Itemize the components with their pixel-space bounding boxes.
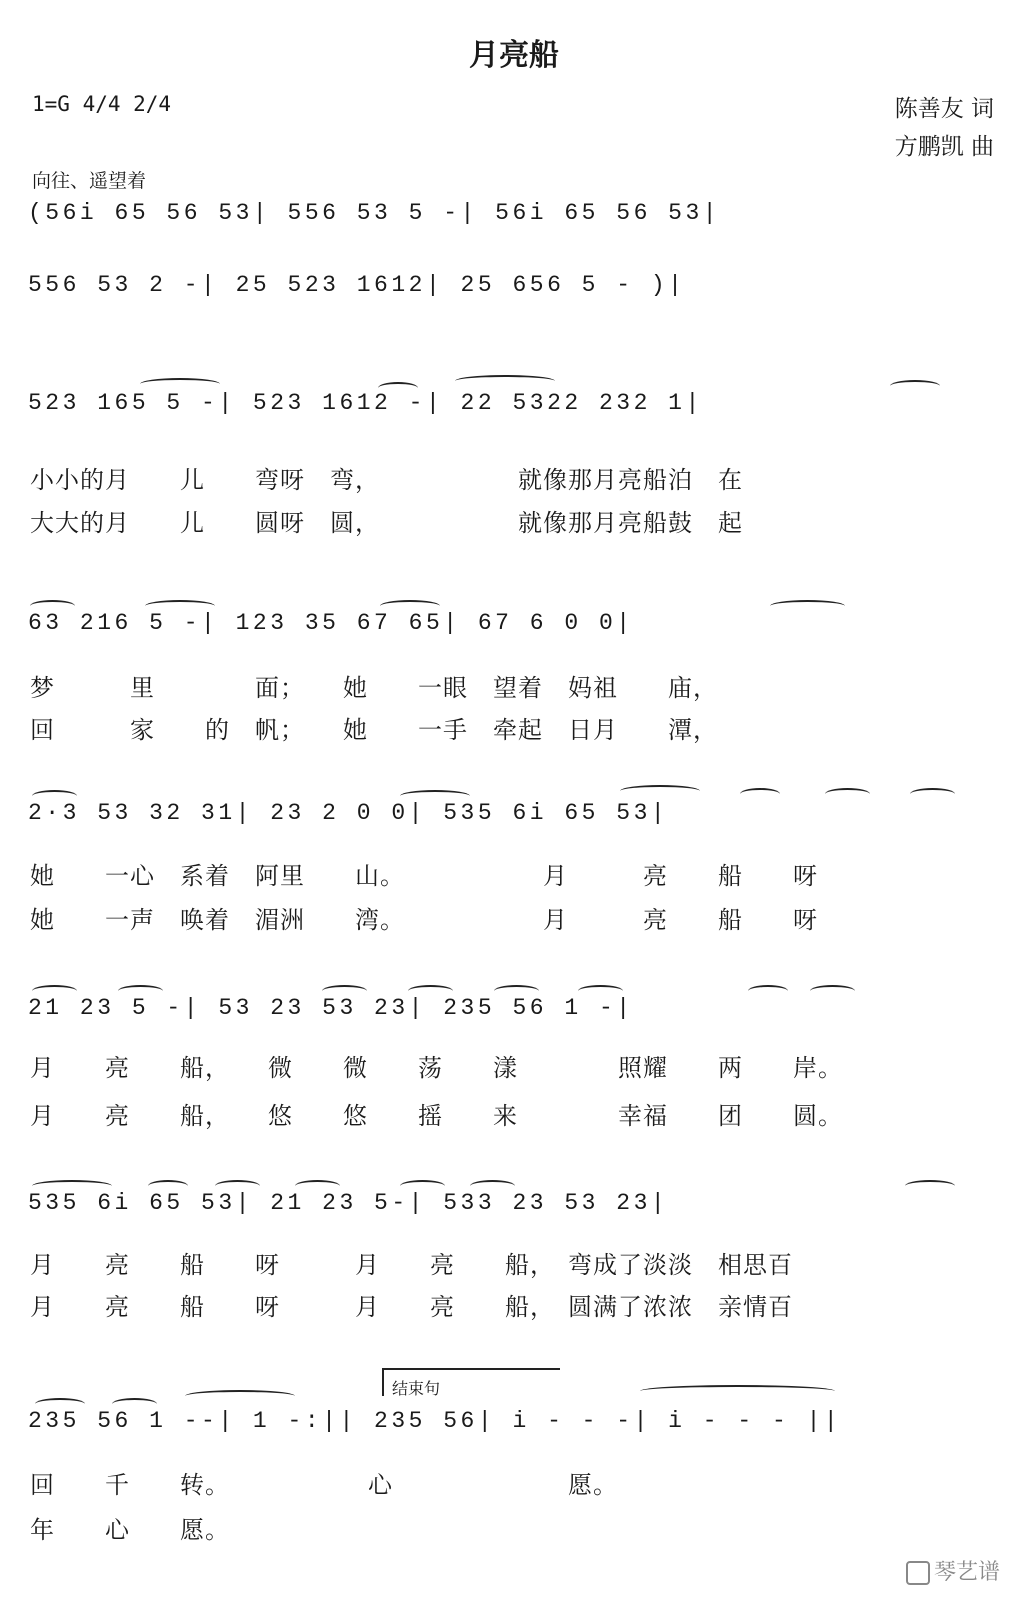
lyric-line: 回 家 的 帆； 她 一手 牵起 日月 潭， bbox=[30, 716, 718, 744]
composer-credit: 方鹏凯 曲 bbox=[894, 134, 994, 160]
slur-mark bbox=[748, 985, 788, 997]
slur-mark bbox=[185, 1390, 295, 1402]
tempo-marking: 向往、遥望着 bbox=[32, 170, 147, 192]
slur-mark bbox=[905, 1180, 955, 1192]
music-line-5: 2·3 53 32 31| 23 2 0 0| 535 6i 65 53| bbox=[28, 800, 669, 826]
slur-mark bbox=[380, 600, 440, 612]
slur-mark bbox=[770, 600, 845, 612]
lyric-line: 她 一心 系着 阿里 山。 月 亮 船 呀 bbox=[30, 862, 818, 890]
watermark-logo bbox=[906, 1555, 1000, 1586]
lyric-line: 回 千 转。 心 愿。 bbox=[30, 1471, 618, 1499]
slur-mark bbox=[322, 985, 367, 997]
logo-icon bbox=[906, 1561, 930, 1585]
slur-mark bbox=[408, 985, 453, 997]
music-line-8: 235 56 1 --| 1 -:|| 235 56| i - - -| i - - - || bbox=[28, 1408, 842, 1434]
music-line-4: 63 216 5 -| 123 35 67 65| 67 6 0 0| bbox=[28, 610, 634, 636]
slur-mark bbox=[455, 375, 555, 387]
slur-mark bbox=[148, 1180, 188, 1192]
slur-mark bbox=[140, 378, 220, 390]
slur-mark bbox=[578, 985, 623, 997]
slur-mark bbox=[810, 985, 855, 997]
lyric-line: 她 一声 唤着 湄洲 湾。 月 亮 船 呀 bbox=[30, 906, 818, 934]
slur-mark bbox=[470, 1180, 515, 1192]
slur-mark bbox=[295, 1180, 340, 1192]
music-line-6: 21 23 5 -| 53 23 53 23| 235 56 1 -| bbox=[28, 995, 634, 1021]
slur-mark bbox=[400, 790, 470, 802]
slur-mark bbox=[112, 1398, 157, 1410]
ending-bracket: 结束句 bbox=[382, 1368, 560, 1396]
slur-mark bbox=[740, 788, 780, 800]
song-title: 月亮船 bbox=[469, 38, 559, 73]
slur-mark bbox=[215, 1180, 260, 1192]
slur-mark bbox=[30, 600, 75, 612]
slur-mark bbox=[890, 380, 940, 392]
watermark-text: 琴艺谱 bbox=[933, 1560, 1000, 1585]
music-line-3: 523 165 5 -| 523 1612 -| 22 5322 232 1| bbox=[28, 390, 703, 416]
key-signature: 1=G 4/4 2/4 bbox=[32, 92, 172, 116]
lyric-line: 年 心 愿。 bbox=[30, 1516, 230, 1544]
slur-mark bbox=[620, 785, 700, 797]
music-line-1: (56i 65 56 53| 556 53 5 -| 56i 65 56 53| bbox=[28, 200, 721, 226]
slur-mark bbox=[400, 1180, 445, 1192]
slur-mark bbox=[494, 985, 539, 997]
slur-mark bbox=[32, 1180, 112, 1192]
slur-mark bbox=[32, 985, 77, 997]
lyric-line: 月 亮 船， 微 微 荡 漾 照耀 两 岸。 bbox=[30, 1054, 843, 1082]
slur-mark bbox=[640, 1385, 835, 1397]
slur-mark bbox=[825, 788, 870, 800]
slur-mark bbox=[145, 600, 215, 612]
lyric-line: 梦 里 面； 她 一眼 望着 妈祖 庙， bbox=[30, 674, 718, 702]
lyric-line: 月 亮 船， 悠 悠 摇 来 幸福 团 圆。 bbox=[30, 1102, 843, 1130]
lyric-line: 月 亮 船 呀 月 亮 船， 圆满了浓浓 亲情百 bbox=[30, 1293, 793, 1321]
slur-mark bbox=[32, 790, 77, 802]
slur-mark bbox=[118, 985, 163, 997]
slur-mark bbox=[910, 788, 955, 800]
lyricist-credit: 陈善友 词 bbox=[894, 96, 994, 122]
music-line-7: 535 6i 65 53| 21 23 5-| 533 23 53 23| bbox=[28, 1190, 669, 1216]
lyric-line: 月 亮 船 呀 月 亮 船， 弯成了淡淡 相思百 bbox=[30, 1251, 793, 1279]
lyric-line: 大大的月 儿 圆呀 圆， 就像那月亮船鼓 起 bbox=[30, 509, 743, 537]
music-line-2: 556 53 2 -| 25 523 1612| 25 656 5 - )| bbox=[28, 272, 686, 298]
lyric-line: 小小的月 儿 弯呀 弯， 就像那月亮船泊 在 bbox=[30, 466, 743, 494]
slur-mark bbox=[35, 1398, 85, 1410]
slur-mark bbox=[378, 382, 418, 394]
